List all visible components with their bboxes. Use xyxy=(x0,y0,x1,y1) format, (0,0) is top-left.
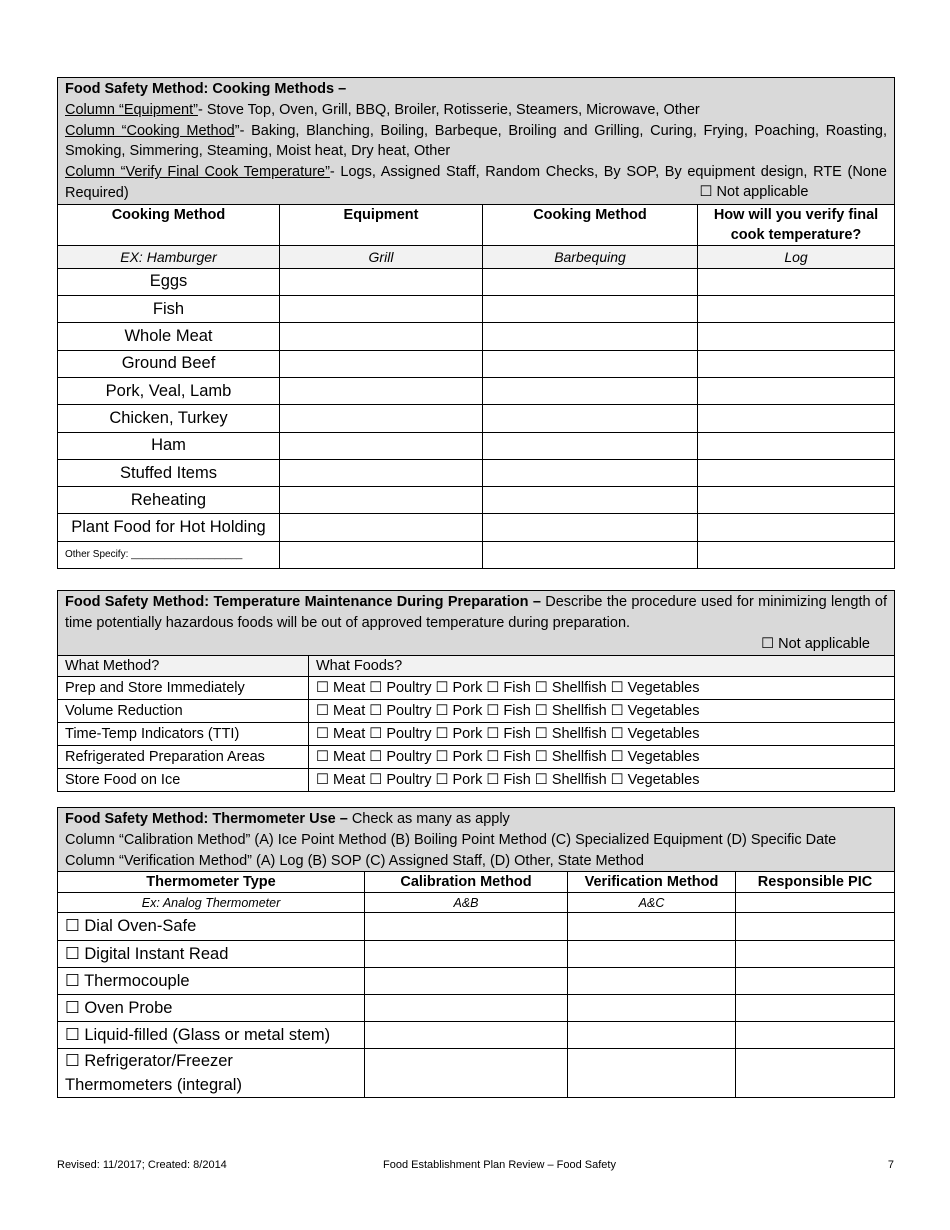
row-label: Eggs xyxy=(58,268,280,295)
temperature-maintenance-table xyxy=(57,590,895,792)
table-row xyxy=(58,268,895,295)
cooking-method-field[interactable] xyxy=(483,350,698,377)
table-row xyxy=(58,746,895,769)
table-row xyxy=(58,350,895,377)
thermometer-use-title: Food Safety Method: Thermometer Use – xyxy=(65,811,348,827)
method-label: Refrigerated Preparation Areas xyxy=(58,746,309,769)
equipment-col-label: Column “Equipment” xyxy=(65,101,198,118)
equipment-field[interactable] xyxy=(280,323,483,350)
footer-title: Food Establishment Plan Review – Food Safety xyxy=(383,1159,616,1171)
row-label: Stuffed Items xyxy=(58,459,280,486)
thermometer-checkbox[interactable]: ☐ Oven Probe xyxy=(58,994,365,1021)
col-header-equipment: Equipment xyxy=(280,204,483,245)
food-checkboxes[interactable]: ☐ Meat ☐ Poultry ☐ Pork ☐ Fish ☐ Shellfish ☐ Vegetables xyxy=(309,746,895,769)
table-row xyxy=(58,432,895,459)
calibration-field[interactable] xyxy=(365,1049,568,1098)
row-label: Fish xyxy=(58,296,280,323)
example-cell xyxy=(736,893,895,913)
example-cell: A&C xyxy=(568,893,736,913)
table-row xyxy=(58,700,895,723)
row-label: Whole Meat xyxy=(58,323,280,350)
row-label: Pork, Veal, Lamb xyxy=(58,377,280,404)
equipment-field[interactable] xyxy=(280,514,483,541)
col-header-verify-temp: How will you verify final cook temperature? xyxy=(698,204,895,245)
thermometer-label-line2: Thermometers (integral) xyxy=(65,1076,242,1095)
method-label: Prep and Store Immediately xyxy=(58,677,309,700)
equipment-field[interactable] xyxy=(280,296,483,323)
example-cell: Grill xyxy=(280,245,483,268)
table-row xyxy=(58,323,895,350)
cooking-methods-header xyxy=(58,78,895,205)
cooking-method-field[interactable] xyxy=(483,459,698,486)
verification-method-legend: Column “Verification Method” (A) Log (B) SOP (C) Assigned Staff, (D) Other, State Method xyxy=(65,852,644,869)
equipment-field[interactable] xyxy=(280,487,483,514)
table-row xyxy=(58,769,895,792)
method-label: Time-Temp Indicators (TTI) xyxy=(58,723,309,746)
cooking-method-field[interactable] xyxy=(483,377,698,404)
pic-field[interactable] xyxy=(736,913,895,940)
col-header-responsible-pic: Responsible PIC xyxy=(736,872,895,893)
cooking-method-field[interactable] xyxy=(483,514,698,541)
calibration-field[interactable] xyxy=(365,913,568,940)
table-row xyxy=(58,296,895,323)
verify-field[interactable] xyxy=(698,514,895,541)
thermometer-use-header xyxy=(58,808,895,872)
verification-field[interactable] xyxy=(568,913,736,940)
table-row xyxy=(58,723,895,746)
table-row xyxy=(58,514,895,541)
verify-field[interactable] xyxy=(698,323,895,350)
example-row xyxy=(58,245,895,268)
pic-field[interactable] xyxy=(736,940,895,967)
thermometer-checkbox[interactable]: ☐ Digital Instant Read xyxy=(58,940,365,967)
cooking-methods-title: Food Safety Method: Cooking Methods – xyxy=(65,81,347,97)
pic-field[interactable] xyxy=(736,1049,895,1098)
food-checkboxes[interactable]: ☐ Meat ☐ Poultry ☐ Pork ☐ Fish ☐ Shellfish ☐ Vegetables xyxy=(309,677,895,700)
temperature-maintenance-desc: Describe the procedure used for minimizing length of time potentially hazardous foods will be out of approved temperature during preparation. xyxy=(65,594,887,631)
equipment-field[interactable] xyxy=(280,541,483,568)
equipment-field[interactable] xyxy=(280,459,483,486)
thermometer-checkbox[interactable]: ☐ Dial Oven-Safe xyxy=(58,913,365,940)
col-header-what-method: What Method? xyxy=(58,656,309,677)
method-col-label: Column “Cooking Method xyxy=(65,122,235,139)
calibration-field[interactable] xyxy=(365,994,568,1021)
verify-field[interactable] xyxy=(698,405,895,432)
table-row xyxy=(58,1049,895,1098)
cooking-method-field[interactable] xyxy=(483,296,698,323)
table-row xyxy=(58,459,895,486)
equipment-col-text: - Stove Top, Oven, Grill, BBQ, Broiler, Rotisserie, Steamers, Microwave, Other xyxy=(197,101,700,118)
food-checkboxes[interactable]: ☐ Meat ☐ Poultry ☐ Pork ☐ Fish ☐ Shellfish ☐ Vegetables xyxy=(309,723,895,746)
thermometer-checkbox[interactable] xyxy=(58,1049,365,1098)
verification-field[interactable] xyxy=(568,1049,736,1098)
table-row xyxy=(58,940,895,967)
col-header-what-foods: What Foods? xyxy=(309,656,895,677)
thermometer-label-line1: ☐ Refrigerator/Freezer xyxy=(65,1052,233,1071)
calibration-field[interactable] xyxy=(365,940,568,967)
verify-field[interactable] xyxy=(698,459,895,486)
table-row xyxy=(58,405,895,432)
example-row xyxy=(58,893,895,913)
equipment-field[interactable] xyxy=(280,405,483,432)
equipment-field[interactable] xyxy=(280,268,483,295)
row-label: Chicken, Turkey xyxy=(58,405,280,432)
cooking-not-applicable-checkbox[interactable]: ☐ Not applicable xyxy=(699,183,809,200)
verify-col-text: - Logs, Assigned Staff, Random Checks, By SOP, By equipment design, RTE (None Required) xyxy=(65,164,888,201)
row-label: Ham xyxy=(58,432,280,459)
thermometer-use-subtitle: Check as many as apply xyxy=(347,811,510,827)
temp-not-applicable-checkbox[interactable]: ☐ Not applicable xyxy=(761,635,870,652)
method-label: Store Food on Ice xyxy=(58,769,309,792)
thermometer-checkbox[interactable]: ☐ Liquid-filled (Glass or metal stem) xyxy=(58,1022,365,1049)
cooking-method-field[interactable] xyxy=(483,405,698,432)
method-col-text: ”- Baking, Blanching, Boiling, Barbeque, Broiling and Grilling, Curing, Frying, Poaching, Roasting, Smoking, Simmering, Steaming, Moist heat, Dry heat, Other xyxy=(65,122,887,160)
footer-revision: Revised: 11/2017; Created: 8/2014 xyxy=(57,1159,227,1171)
verify-field[interactable] xyxy=(698,296,895,323)
cooking-method-field[interactable] xyxy=(483,268,698,295)
table-row xyxy=(58,1022,895,1049)
calibration-field[interactable] xyxy=(365,967,568,994)
verification-field[interactable] xyxy=(568,1022,736,1049)
verify-field[interactable] xyxy=(698,377,895,404)
food-checkboxes[interactable]: ☐ Meat ☐ Poultry ☐ Pork ☐ Fish ☐ Shellfish ☐ Vegetables xyxy=(309,769,895,792)
page-number: 7 xyxy=(887,1159,894,1171)
row-label: Ground Beef xyxy=(58,350,280,377)
col-header-calibration-method: Calibration Method xyxy=(365,872,568,893)
verify-field[interactable] xyxy=(698,487,895,514)
table-row xyxy=(58,994,895,1021)
example-cell: Ex: Analog Thermometer xyxy=(58,893,365,913)
verification-field[interactable] xyxy=(568,994,736,1021)
example-cell: A&B xyxy=(365,893,568,913)
cooking-method-field[interactable] xyxy=(483,541,698,568)
table-row xyxy=(58,377,895,404)
verify-field[interactable] xyxy=(698,541,895,568)
equipment-field[interactable] xyxy=(280,432,483,459)
verify-field[interactable] xyxy=(698,350,895,377)
equipment-field[interactable] xyxy=(280,377,483,404)
table-row xyxy=(58,677,895,700)
pic-field[interactable] xyxy=(736,994,895,1021)
row-label: Reheating xyxy=(58,487,280,514)
cooking-method-field[interactable] xyxy=(483,432,698,459)
thermometer-checkbox[interactable]: ☐ Thermocouple xyxy=(58,967,365,994)
cooking-method-field[interactable] xyxy=(483,487,698,514)
calibration-method-legend: Column “Calibration Method” (A) Ice Point Method (B) Boiling Point Method (C) Specialized Equipment (D) Specific Date xyxy=(65,831,837,848)
col-header-cooking-method-2: Cooking Method xyxy=(483,204,698,245)
table-row xyxy=(58,967,895,994)
verify-col-label: Column “Verify Final Cook Temperature” xyxy=(65,164,330,181)
table-row xyxy=(58,541,895,568)
verify-field[interactable] xyxy=(698,268,895,295)
temperature-maintenance-title: Food Safety Method: Temperature Maintenance During Preparation – xyxy=(65,594,541,610)
equipment-field[interactable] xyxy=(280,350,483,377)
table-row xyxy=(58,487,895,514)
example-cell: EX: Hamburger xyxy=(58,245,280,268)
row-label: Plant Food for Hot Holding xyxy=(58,514,280,541)
thermometer-use-table xyxy=(57,807,895,1098)
col-header-verification-method: Verification Method xyxy=(568,872,736,893)
calibration-field[interactable] xyxy=(365,1022,568,1049)
pic-field[interactable] xyxy=(736,1022,895,1049)
temperature-maintenance-header xyxy=(58,591,895,656)
verification-field[interactable] xyxy=(568,967,736,994)
verify-field[interactable] xyxy=(698,432,895,459)
pic-field[interactable] xyxy=(736,967,895,994)
example-cell: Log xyxy=(698,245,895,268)
example-cell: Barbequing xyxy=(483,245,698,268)
cooking-methods-table xyxy=(57,77,895,569)
other-specify-field[interactable]: Other Specify: ____________________ xyxy=(58,541,280,568)
col-header-thermometer-type: Thermometer Type xyxy=(58,872,365,893)
cooking-method-field[interactable] xyxy=(483,323,698,350)
food-checkboxes[interactable]: ☐ Meat ☐ Poultry ☐ Pork ☐ Fish ☐ Shellfish ☐ Vegetables xyxy=(309,700,895,723)
table-row xyxy=(58,913,895,940)
col-header-cooking-method: Cooking Method xyxy=(58,204,280,245)
method-label: Volume Reduction xyxy=(58,700,309,723)
verification-field[interactable] xyxy=(568,940,736,967)
